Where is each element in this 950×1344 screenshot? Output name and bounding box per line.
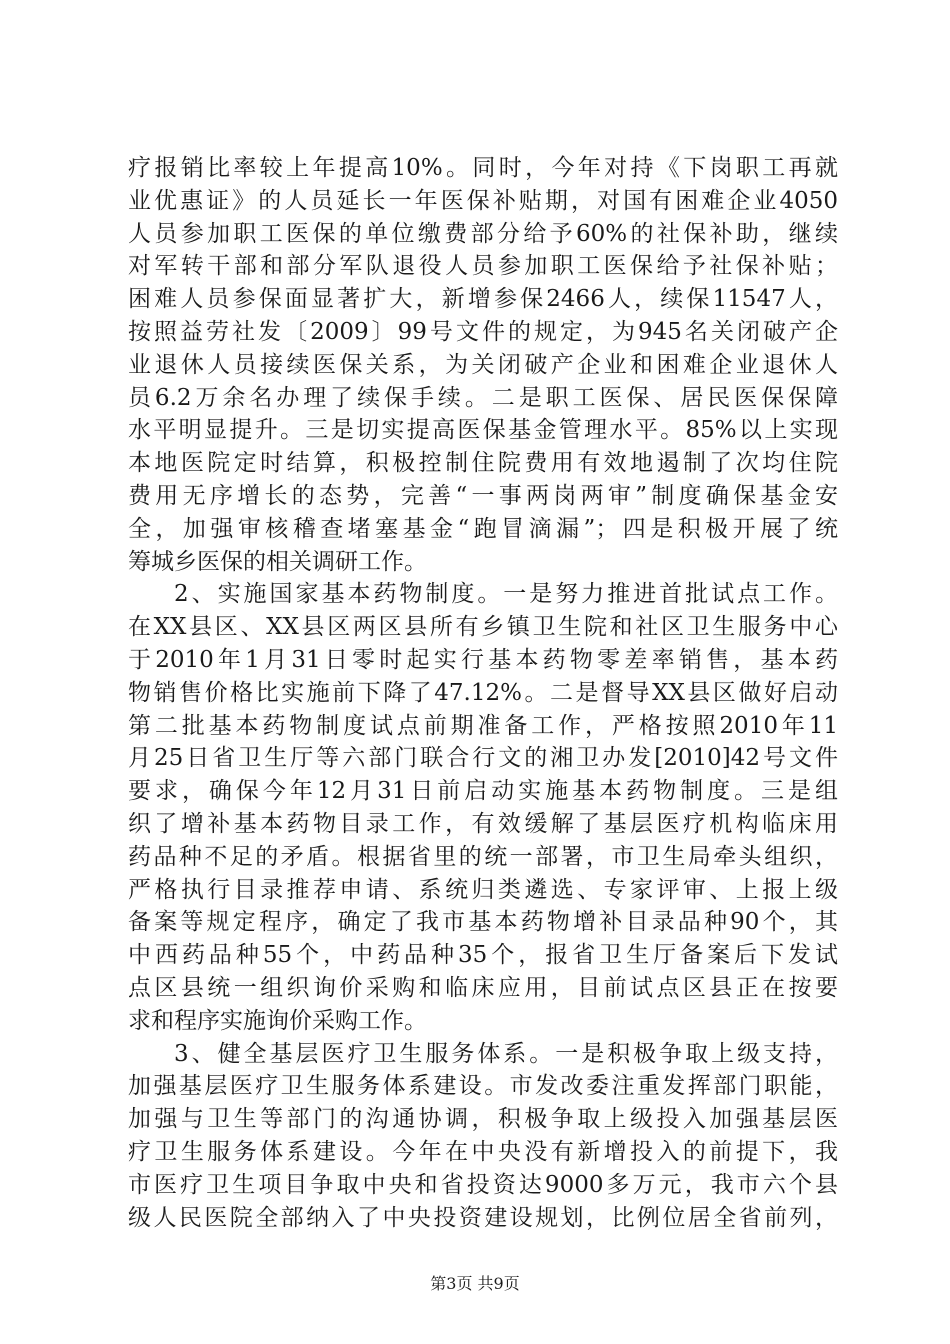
text-line: 水平明显提升。三是切实提高医保基金管理水平。85%以上实现 (128, 417, 838, 444)
text-line: 全，加强审核稽查堵塞基金“跑冒滴漏”；四是积极开展了统 (128, 515, 838, 542)
text-line: 费用无序增长的态势，完善“一事两岗两审”制度确保基金安 (128, 482, 838, 509)
text-line: 业退休人员接续医保关系，为关闭破产企业和困难企业退休人 (128, 351, 838, 378)
text-line: 织了增补基本药物目录工作，有效缓解了基层医疗机构临床用 (128, 810, 838, 837)
text-line: 物销售价格比实施前下降了47.12%。二是督导XX县区做好启动 (128, 679, 838, 706)
text-line: 级人民医院全部纳入了中央投资建设规划，比例位居全省前列， (128, 1204, 838, 1231)
text-line: 在XX县区、XX县区两区县所有乡镇卫生院和社区卫生服务中心 (128, 614, 838, 641)
text-line: 求和程序实施询价采购工作。 (128, 1007, 427, 1034)
text-line: 于2010年1月31日零时起实行基本药物零差率销售，基本药 (128, 646, 838, 673)
text-line: 疗报销比率较上年提高10%。同时，今年对持《下岗职工再就 (128, 155, 838, 181)
text-line: 严格执行目录推荐申请、系统归类遴选、专家评审、上报上级 (128, 876, 838, 903)
text-line: 筹城乡医保的相关调研工作。 (128, 548, 427, 575)
text-line: 困难人员参保面显著扩大，新增参保2466人，续保11547人， (128, 286, 838, 313)
document-body (128, 152, 838, 1234)
text-line: 加强基层医疗卫生服务体系建设。市发改委注重发挥部门职能， (128, 1073, 838, 1100)
text-line: 员6.2万余名办理了续保手续。二是职工医保、居民医保保障 (128, 384, 838, 411)
text-line: 点区县统一组织询价采购和临床应用，目前试点区县正在按要 (128, 974, 838, 1001)
text-line: 第二批基本药物制度试点前期准备工作，严格按照2010年11 (128, 712, 838, 739)
text-line: 业优惠证》的人员延长一年医保补贴期，对国有困难企业4050 (128, 187, 838, 214)
text-line: 人员参加职工医保的单位缴费部分给予60%的社保补助，继续 (128, 220, 838, 247)
text-line: 中西药品种55个，中药品种35个，报省卫生厅备案后下发试 (128, 942, 838, 969)
text-line: 药品种不足的矛盾。根据省里的统一部署，市卫生局牵头组织， (128, 843, 838, 870)
text-line: 要求，确保今年12月31日前启动实施基本药物制度。三是组 (128, 778, 838, 805)
text-line: 按照益劳社发〔2009〕99号文件的规定，为945名关闭破产企 (128, 318, 838, 345)
text-line: 市医疗卫生项目争取中央和省投资达9000多万元，我市六个县 (128, 1171, 838, 1198)
text-line: 疗卫生服务体系建设。今年在中央没有新增投入的前提下，我 (128, 1138, 838, 1165)
text-line: 对军转干部和部分军队退役人员参加职工医保给予社保补贴； (128, 253, 838, 280)
text-line: 3、健全基层医疗卫生服务体系。一是积极争取上级支持， (174, 1040, 838, 1067)
text-line: 月25日省卫生厅等六部门联合行文的湘卫办发[2010]42号文件 (128, 745, 838, 772)
text-line: 本地医院定时结算，积极控制住院费用有效地遏制了次均住院 (128, 450, 838, 477)
text-line: 2、实施国家基本药物制度。一是努力推进首批试点工作。 (174, 581, 838, 608)
page-number-footer: 第3页 共9页 (430, 1274, 520, 1293)
text-line: 备案等规定程序，确定了我市基本药物增补目录品种90个，其 (128, 909, 838, 936)
text-line: 加强与卫生等部门的沟通协调，积极争取上级投入加强基层医 (128, 1106, 838, 1133)
